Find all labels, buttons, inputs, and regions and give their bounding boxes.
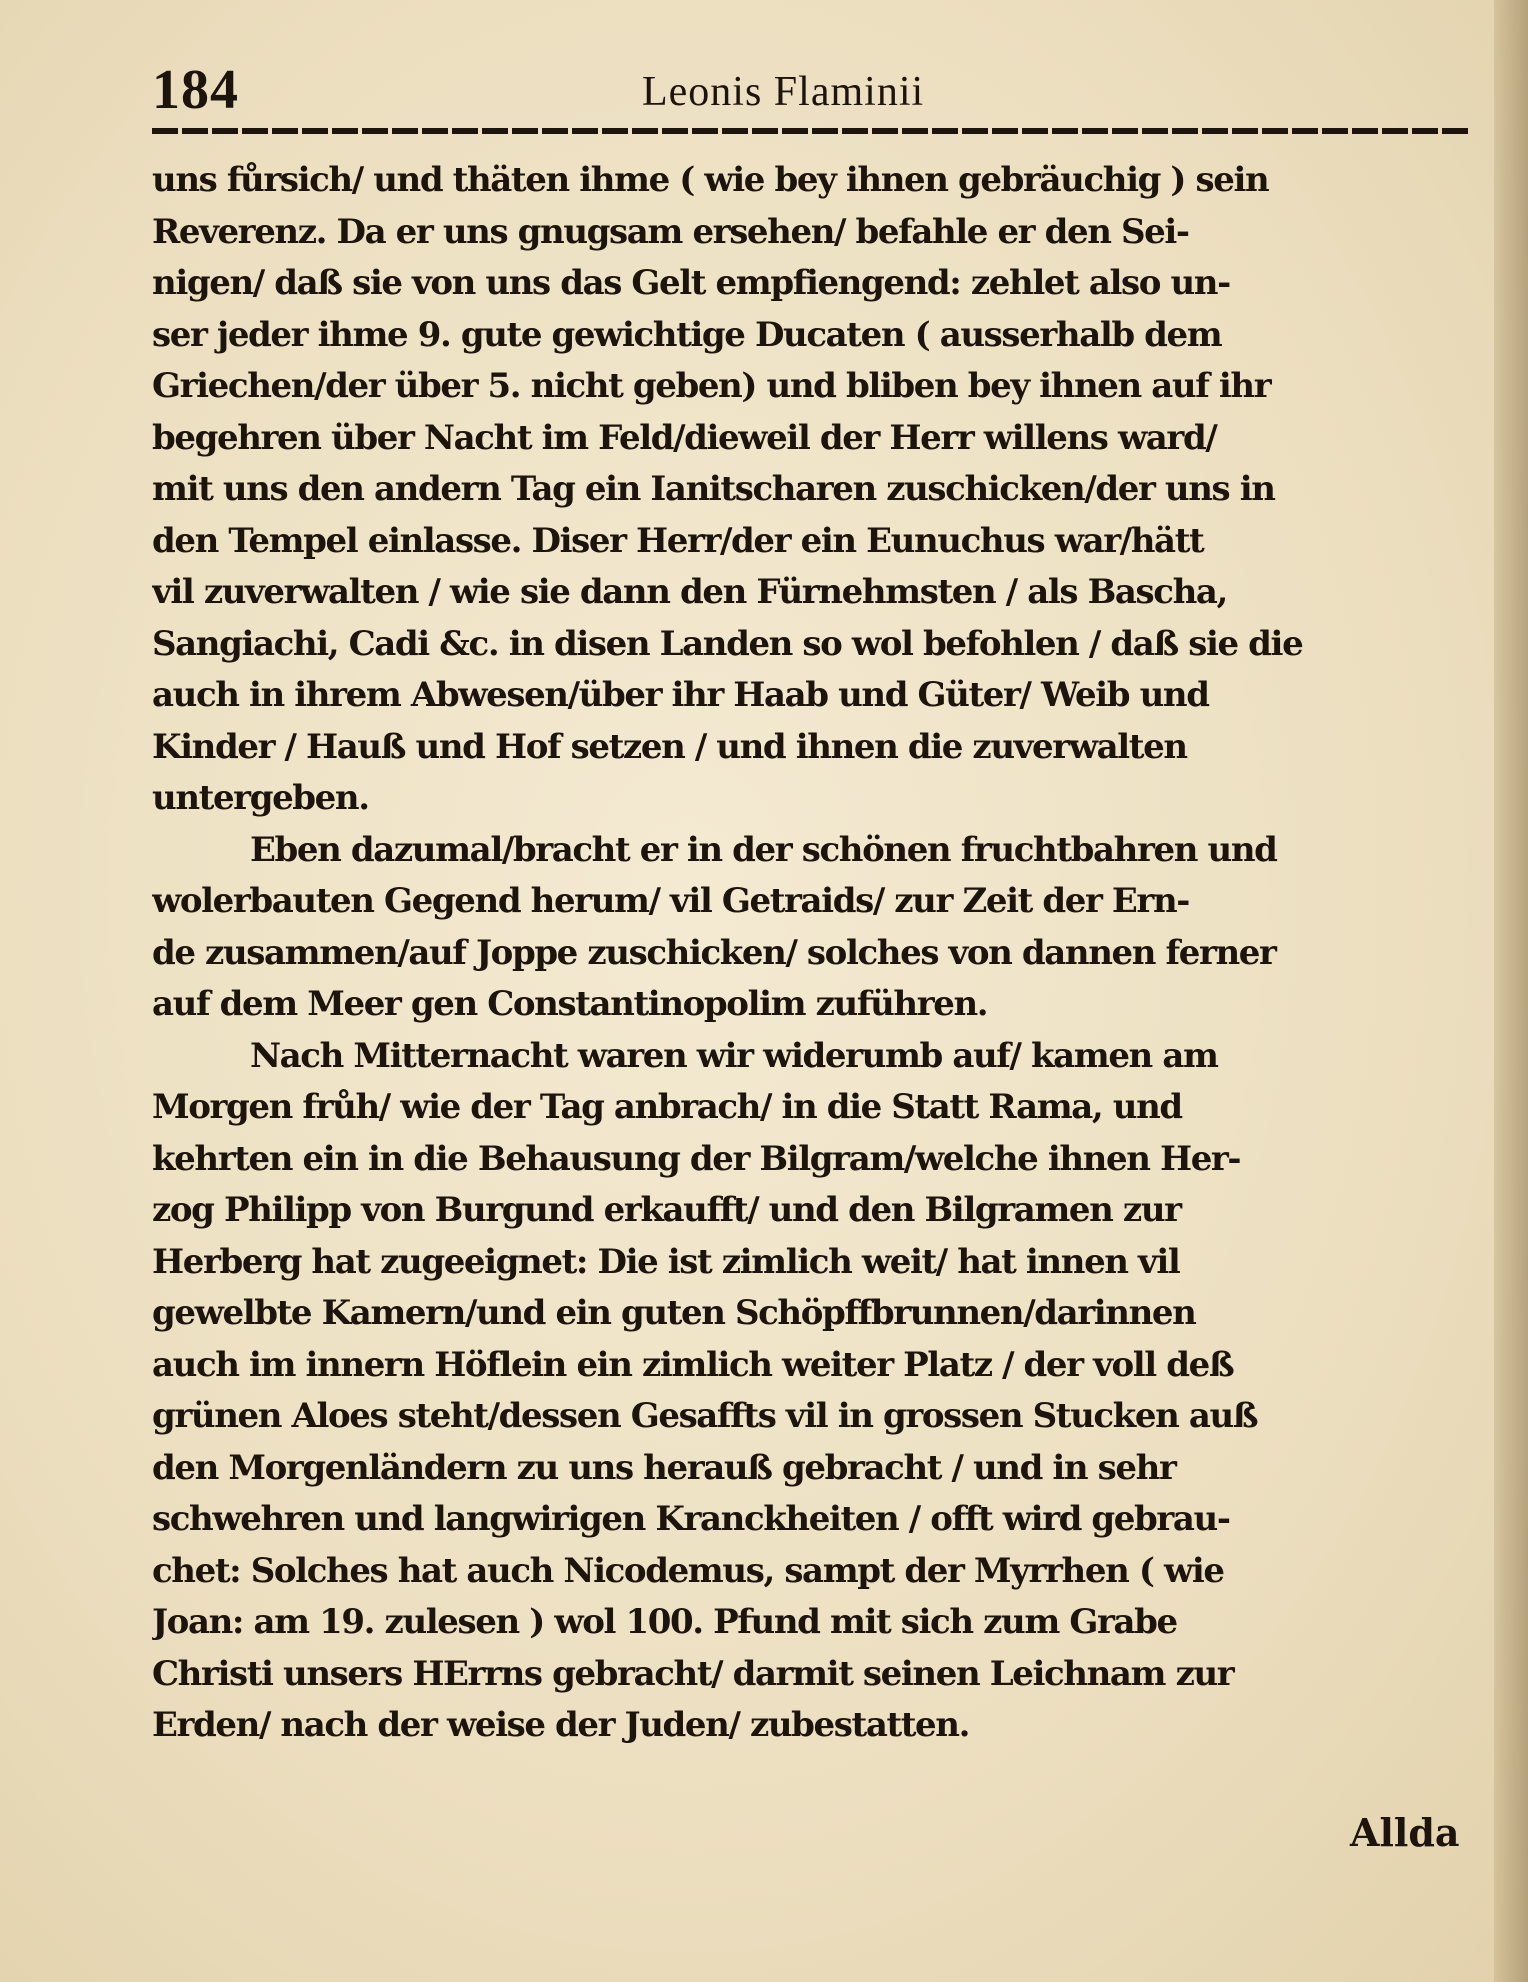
- text-line: gewelbte Kamern/und ein guten Schöpffbrunnen/darinnen: [152, 1293, 1196, 1333]
- text-line: Joan: am 19. zulesen ) wol 100. Pfund mit sich zum Grabe: [152, 1602, 1177, 1642]
- text-line: auch in ihrem Abwesen/über ihr Haab und Güter/ Weib und: [152, 675, 1209, 715]
- text-line: nigen/ daß sie von uns das Gelt empfiengend: zehlet also un-: [152, 263, 1230, 303]
- text-line: Nach Mitternacht waren wir widerumb auf/ kamen am: [250, 1035, 1218, 1076]
- text-line: Eben dazumal/bracht er in der schönen fruchtbahren und: [250, 829, 1277, 870]
- text-line: Erden/ nach der weise der Juden/ zubestatten.: [152, 1705, 970, 1745]
- paragraphs-container: [152, 155, 1482, 1752]
- text-line: vil zuverwalten / wie sie dann den Fürnehmsten / als Bascha,: [152, 572, 1227, 612]
- page-header: [152, 58, 1472, 128]
- text-line: wolerbauten Gegend herum/ vil Getraids/ zur Zeit der Ern-: [152, 881, 1189, 921]
- text-line: den Tempel einlasse. Diser Herr/der ein Eunuchus war/hätt: [152, 520, 1204, 561]
- body-text: [152, 155, 1482, 1752]
- page-edge-shadow: [1494, 0, 1528, 1982]
- text-line: chet: Solches hat auch Nicodemus, sampt der Myrrhen ( wie: [152, 1550, 1224, 1591]
- text-line: ser jeder ihme 9. gute gewichtige Ducaten ( ausserhalb dem: [152, 314, 1222, 355]
- text-line: Griechen/der über 5. nicht geben) und bliben bey ihnen auf ihr: [152, 366, 1271, 406]
- catchword: Allda: [1350, 1810, 1460, 1855]
- text-line: untergeben.: [152, 778, 369, 818]
- text-line: den Morgenländern zu uns herauß gebracht / und in sehr: [152, 1447, 1176, 1488]
- paragraph: [152, 1031, 1482, 1752]
- text-line: Herberg hat zugeeignet: Die ist zimlich weit/ hat innen vil: [152, 1241, 1180, 1282]
- text-line: Reverenz. Da er uns gnugsam ersehen/ befahle er den Sei-: [152, 211, 1189, 252]
- text-line: Morgen frůh/ wie der Tag anbrach/ in die Statt Rama, und: [152, 1087, 1182, 1127]
- header-rule: [152, 128, 1472, 134]
- text-line: de zusammen/auf Joppe zuschicken/ solches von dannen ferner: [152, 932, 1276, 973]
- text-line: grünen Aloes steht/dessen Gesaffts vil in grossen Stucken auß: [152, 1396, 1258, 1436]
- text-line: kehrten ein in die Behausung der Bilgram/welche ihnen Her-: [152, 1138, 1241, 1179]
- paragraph: [152, 825, 1482, 1031]
- text-line: uns fůrsich/ und thäten ihme ( wie bey ihnen gebräuchig ) sein: [152, 160, 1269, 200]
- text-line: zog Philipp von Burgund erkaufft/ und den Bilgramen zur: [152, 1190, 1181, 1230]
- text-line: Sangiachi, Cadi &c. in disen Landen so wol befohlen / daß sie die: [152, 623, 1303, 664]
- text-line: begehren über Nacht im Feld/dieweil der Herr willens ward/: [152, 417, 1217, 458]
- page-number: 184: [152, 59, 239, 121]
- text-line: auf dem Meer gen Constantinopolim zuführen.: [152, 984, 988, 1024]
- paragraph: [152, 155, 1482, 825]
- text-line: auch im innern Höflein ein zimlich weiter Platz / der voll deß: [152, 1344, 1234, 1385]
- text-line: Kinder / Hauß und Hof setzen / und ihnen die zuverwalten: [152, 726, 1187, 767]
- running-title: Leonis Flaminii: [642, 69, 925, 115]
- text-line: Christi unsers HErrns gebracht/ darmit seinen Leichnam zur: [152, 1653, 1234, 1694]
- text-line: schwehren und langwirigen Kranckheiten / offt wird gebrau-: [152, 1499, 1230, 1539]
- text-line: mit uns den andern Tag ein Ianitscharen zuschicken/der uns in: [152, 469, 1275, 509]
